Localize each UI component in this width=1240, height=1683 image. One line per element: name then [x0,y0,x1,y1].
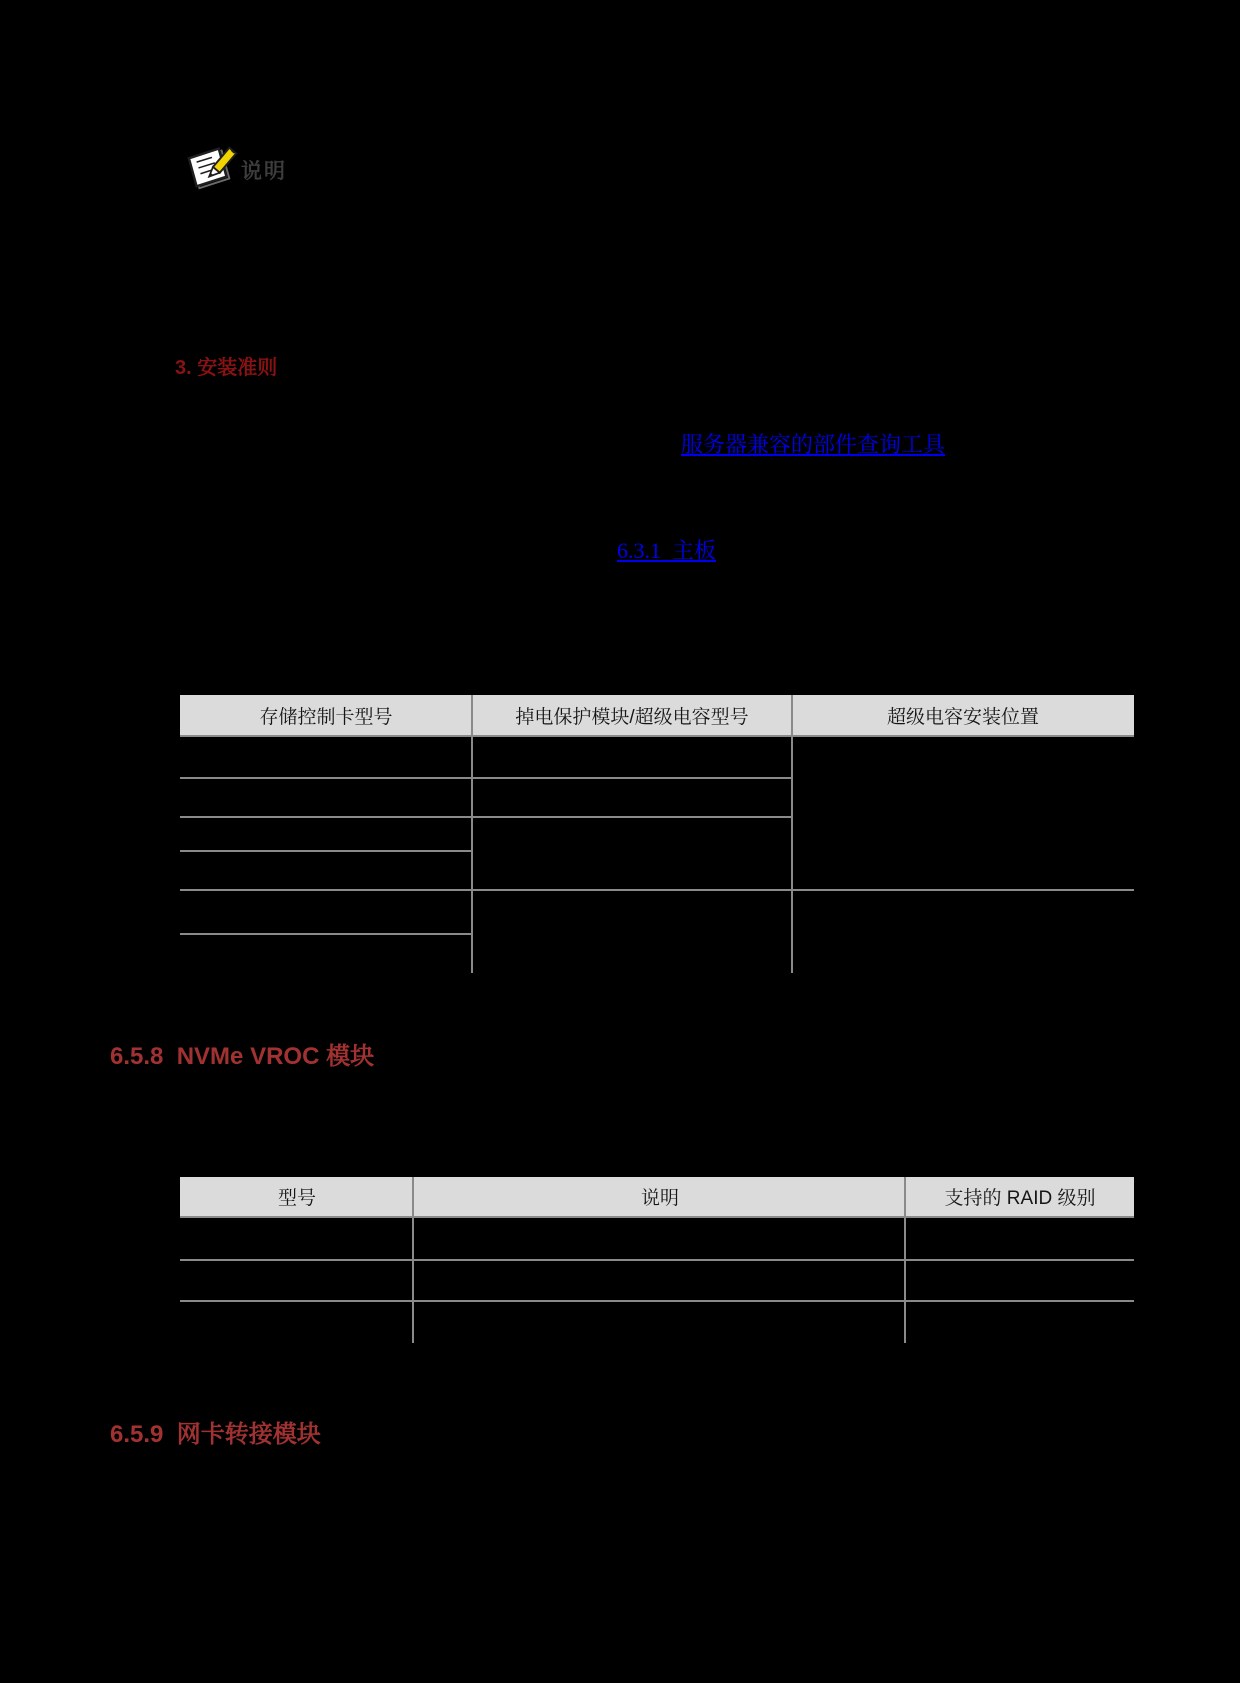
table-grid-line [180,889,1134,891]
table-vroc-header-row [180,1177,1134,1218]
table-grid-line [180,933,473,935]
heading-install-rules: 3. 安装准则 [175,357,278,379]
table-storage-supercap-header-row [180,695,1134,737]
table-grid-line [180,816,793,818]
table-grid-line [180,1300,1134,1302]
column-header-raid-levels: 支持的 RAID 级别 [944,1188,1096,1209]
link-mainboard-6-3-1[interactable]: 6.3.1 主板 [617,538,717,563]
column-header-storage-controller-model: 存储控制卡型号 [259,706,393,728]
table-grid-line [180,777,793,779]
column-header-description: 说明 [640,1188,679,1209]
table-grid-line [180,1259,1134,1261]
column-header-model: 型号 [277,1188,316,1209]
note-notepad-pencil-icon [186,141,238,191]
column-header-supercap-position: 超级电容安装位置 [886,706,1039,728]
link-compat-query-tool[interactable]: 服务器兼容的部件查询工具 [681,432,946,457]
column-header-power-protect-module: 掉电保护模块/超级电容型号 [515,706,749,728]
table-grid-line [471,695,473,973]
heading-section-6-5-9: 6.5.9 网卡转接模块 [110,1421,321,1448]
table-grid-line [791,695,793,973]
note-label: 说明 [241,160,287,183]
heading-section-6-5-8: 6.5.8 NVMe VROC 模块 [110,1043,375,1070]
table-grid-line [180,850,473,852]
